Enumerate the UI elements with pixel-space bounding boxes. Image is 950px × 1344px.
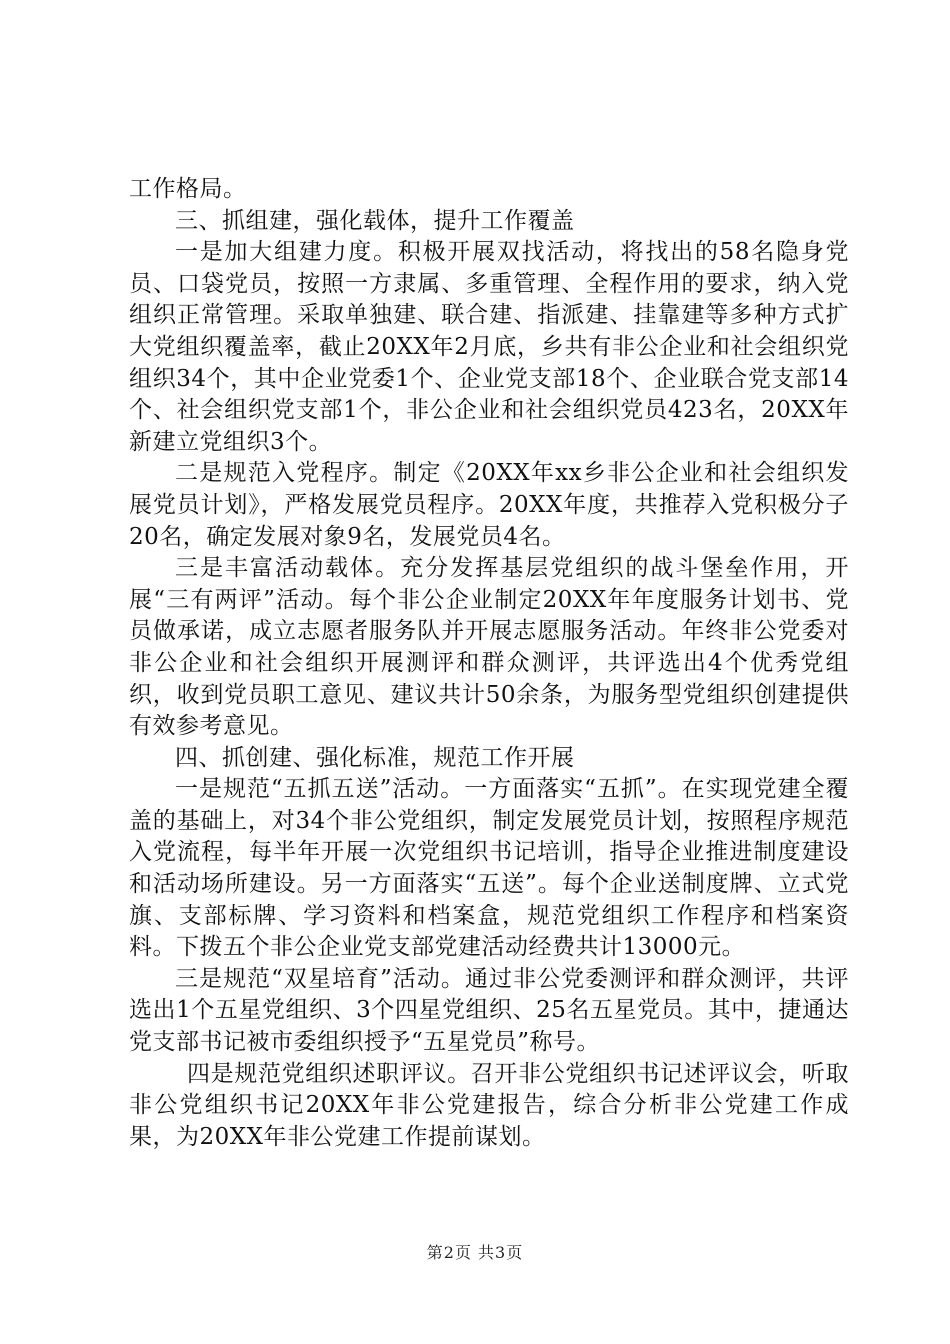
section-heading-three: 三、抓组建，强化载体，提升工作覆盖	[175, 207, 575, 234]
paragraph-double-star: 三是规范“双星培育”活动。通过非公党委测评和群众测评，共评选出1个五星党组织、3个四星党组织、25名五星党员。其中，捷通达党支部书记被市委组织授予“五星党员”称号。	[129, 965, 849, 1056]
page-footer: 第2页 共3页	[426, 1243, 524, 1262]
document-body	[129, 174, 849, 1153]
section-heading-four: 四、抓创建、强化标准，规范工作开展	[175, 744, 575, 771]
paragraph-admission-procedure: 二是规范入党程序。制定《20XX年xx乡非公企业和社会组织发展党员计划》，严格发展党员程序。20XX年度，共推荐入党积极分子20名，确定发展对象9名，发展党员4名。	[129, 460, 849, 550]
paragraph-continuation: 工作格局。	[129, 176, 247, 202]
paragraph-activity-carriers: 三是丰富活动载体。充分发挥基层党组织的战斗堡垒作用，开展“三有两评”活动。每个非公企业制定20XX年年度服务计划书、党员做承诺，成立志愿者服务队并开展志愿服务活动。年终非公党委对非公企业和社会组织开展测评和群众测评，共评选出4个优秀党组织，收到党员职工意见、建议共计50余条，为服务型党组织创建提供有效参考意见。	[129, 555, 849, 740]
paragraph-five-grasp-five-send: 一是规范“五抓五送”活动。一方面落实“五抓”。在实现党建全覆盖的基础上，对34个非公党组织，制定发展党员计划，按照程序规范入党流程，每半年开展一次党组织书记培训，指导企业推进制度建设和活动场所建设。另一方面落实“五送”。每个企业送制度牌、立式党旗、支部标牌、学习资料和档案盒，规范党组织工作程序和档案资料。下拨五个非公企业党支部党建活动经费共计13000元。	[129, 776, 849, 961]
paragraph-duty-report: 四是规范党组织述职评议。召开非公党组织书记述评议会，听取非公党组织书记20XX年非公党建报告，综合分析非公党建工作成果，为20XX年非公党建工作提前谋划。	[129, 1060, 849, 1150]
paragraph-organization-building: 一是加大组建力度。积极开展双找活动，将找出的58名隐身党员、口袋党员，按照一方隶属、多重管理、全程作用的要求，纳入党组织正常管理。采取单独建、联合建、指派建、挂靠建等多种方式扩大党组织覆盖率，截止20XX年2月底，乡共有非公企业和社会组织党组织34个，其中企业党委1个、企业党支部18个、企业联合党支部14个、社会组织党支部1个，非公企业和社会组织党员423名，20XX年新建立党组织3个。	[129, 239, 849, 455]
